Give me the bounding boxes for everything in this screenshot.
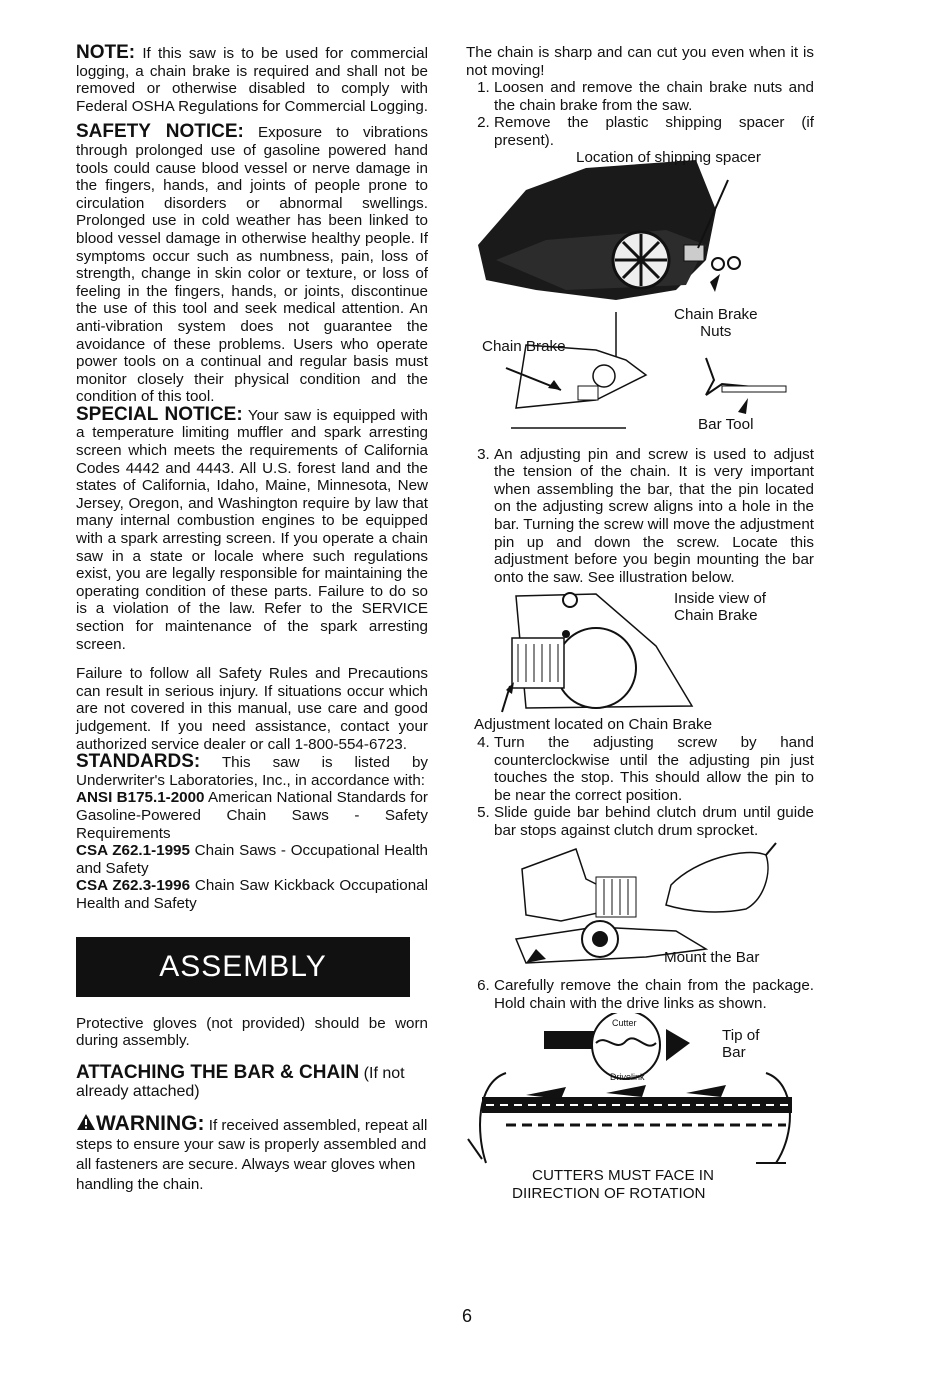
caption-cutter: Cutter — [612, 1017, 637, 1028]
caption-brake-nuts: Chain Brake Nuts — [674, 305, 758, 340]
caption-adjustment: Adjustment located on Chain Brake — [474, 716, 713, 734]
caption-direction-of-rotation: DIIRECTION OF ROTATION — [512, 1184, 706, 1202]
caption-inside-view: Inside view of Chain Brake — [674, 590, 767, 625]
caption-mount-bar: Mount the Bar — [664, 949, 760, 967]
caption-chain-brake: Chain Brake — [482, 337, 566, 355]
safety-notice-text: Exposure to vibrations through prolonged use of gasoline powered hand tools could cause blood vessel or nerve damage in the fingers, hands, and joints of people prone to circulation disorders or abnormal swellings. Prolonged use in cold weather has been linked to blood vessel damage in otherwise healthy people. If symptoms occur such as numbness, pain, loss of strength, change in skin color or texture, or loss of feeling in the fingers, hands, or joints, discontinue the use of this tool and seek medical attention. An anti-vibration system does not guarantee the avoidance of these problems. Users who operate power tools on a continual and regular basis must monitor closely their physical condition and the condition of this tool. — [76, 124, 428, 406]
standard-ansi: ANSI B175.1-2000 American National Standards for Gasoline-Powered Chain Saws - Safety Requirements — [76, 789, 428, 842]
standards-paragraph — [76, 753, 428, 789]
standards-label: STANDARDS: — [76, 751, 201, 773]
special-notice-label: SPECIAL NOTICE: — [76, 403, 243, 425]
safety-notice-label: SAFETY NOTICE: — [76, 121, 244, 143]
figure-inside-brake — [466, 586, 814, 716]
step-2: 2. Remove the plastic shipping spacer (if present). — [494, 114, 814, 149]
step-1: 1. Loosen and remove the chain brake nuts and the chain brake from the saw. — [494, 79, 814, 114]
warning-paragraph — [76, 1113, 428, 1193]
caption-location: Location of shipping spacer — [576, 148, 761, 166]
attaching-heading: ATTACHING THE BAR & CHAIN (If not already attached) — [76, 1061, 405, 1101]
step-6: 6. Carefully remove the chain from the package. Hold chain with the drive links as shown. — [494, 977, 814, 1012]
steps-list-b — [466, 446, 814, 587]
warning-text: If received assembled, repeat all steps to ensure your saw is properly assembled and all fasteners are secure. Always wear gloves when handling the chain. — [76, 1116, 428, 1193]
special-notice-text: Your saw is equipped with a temperature limiting muffler and spark arresting screen which meets the requirements of California Codes 4442 and 4443. All U.S. forest land and the states of California, Idaho, Maine, Minnesota, New Jersey, Oregon, and Washington require by law that many internal combustion engines to be equipped with a spark arresting screen. If you operate a chain saw in a state or locale where such regulations exist, you are legally responsible for maintaining the operating condition of these parts. Failure to do so is a violation of the law. Refer to the SERVICE section for maintenance of the spark arresting screen. — [76, 406, 428, 653]
caption-cutters-must-face-in: CUTTERS MUST FACE IN — [532, 1166, 714, 1184]
right-column — [466, 44, 814, 1203]
note-text: If this saw is to be used for commercial logging, a chain brake is required and shall not be removed or otherwise disabled to comply with Federal OSHA Regulations for Commercial Logging. — [76, 45, 429, 115]
left-column — [76, 44, 428, 1193]
special-notice-paragraph — [76, 403, 428, 653]
standard-csa-z62-1: CSA Z62.1-1995 Chain Saws - Occupational Health and Safety — [76, 842, 428, 877]
page-number: 6 — [461, 1306, 472, 1326]
steps-list-c — [466, 734, 814, 840]
gloves-paragraph: Protective gloves (not provided) should be worn during assembly. — [76, 1014, 428, 1050]
safety-notice-paragraph — [76, 123, 428, 406]
steps-list-a — [466, 79, 814, 149]
failure-paragraph: Failure to follow all Safety Rules and Precautions can result in serious injury. If situations occur which are not covered in this manual, use care and good judgement. If you need assistance, contact your authorized service dealer or call 1-800-554-6723. — [76, 665, 428, 753]
step-4: 4. Turn the adjusting screw by hand counterclockwise until the adjusting pin just touches the stop. This should allow the pin to be near the correct position. — [494, 734, 814, 804]
caption-tip-of-bar: Tip of Bar — [722, 1026, 760, 1061]
caption-drivelink: Drivelink — [610, 1071, 645, 1082]
warning-label: WARNING: — [96, 1111, 205, 1135]
note-label: NOTE: — [76, 42, 136, 63]
step-3: 3. An adjusting pin and screw is used to adjust the tension of the chain. It is very important when assembling the bar, that the pin located on the adjusting screw aligns into a hole in the bar. Turning the screw will move the adjustment pin up and down the screw. Locate this adjustment before you begin mounting the bar onto the saw. See illustration below. — [494, 446, 814, 587]
caption-bar-tool: Bar Tool — [698, 415, 754, 433]
standards-text: This saw is listed by Underwriter's Laboratories, Inc., in accordance with: — [76, 754, 428, 789]
mount-bar-illustration — [466, 839, 814, 977]
figure-mount-bar — [466, 839, 814, 977]
saw-spacer-illustration — [466, 150, 814, 446]
intro-paragraph: The chain is sharp and can cut you even when it is not moving! — [466, 44, 814, 79]
figure-shipping-spacer — [466, 150, 814, 446]
step-5: 5. Slide guide bar behind clutch drum until guide bar stops against clutch drum sprocket. — [494, 804, 814, 839]
assembly-banner: ASSEMBLY — [76, 937, 410, 997]
figure-chain-direction — [466, 1013, 814, 1203]
standard-csa-z62-3: CSA Z62.3-1996 Chain Saw Kickback Occupational Health and Safety — [76, 877, 428, 912]
warning-triangle-icon — [76, 1113, 96, 1131]
note-paragraph — [76, 44, 428, 115]
steps-list-d — [466, 977, 814, 1012]
